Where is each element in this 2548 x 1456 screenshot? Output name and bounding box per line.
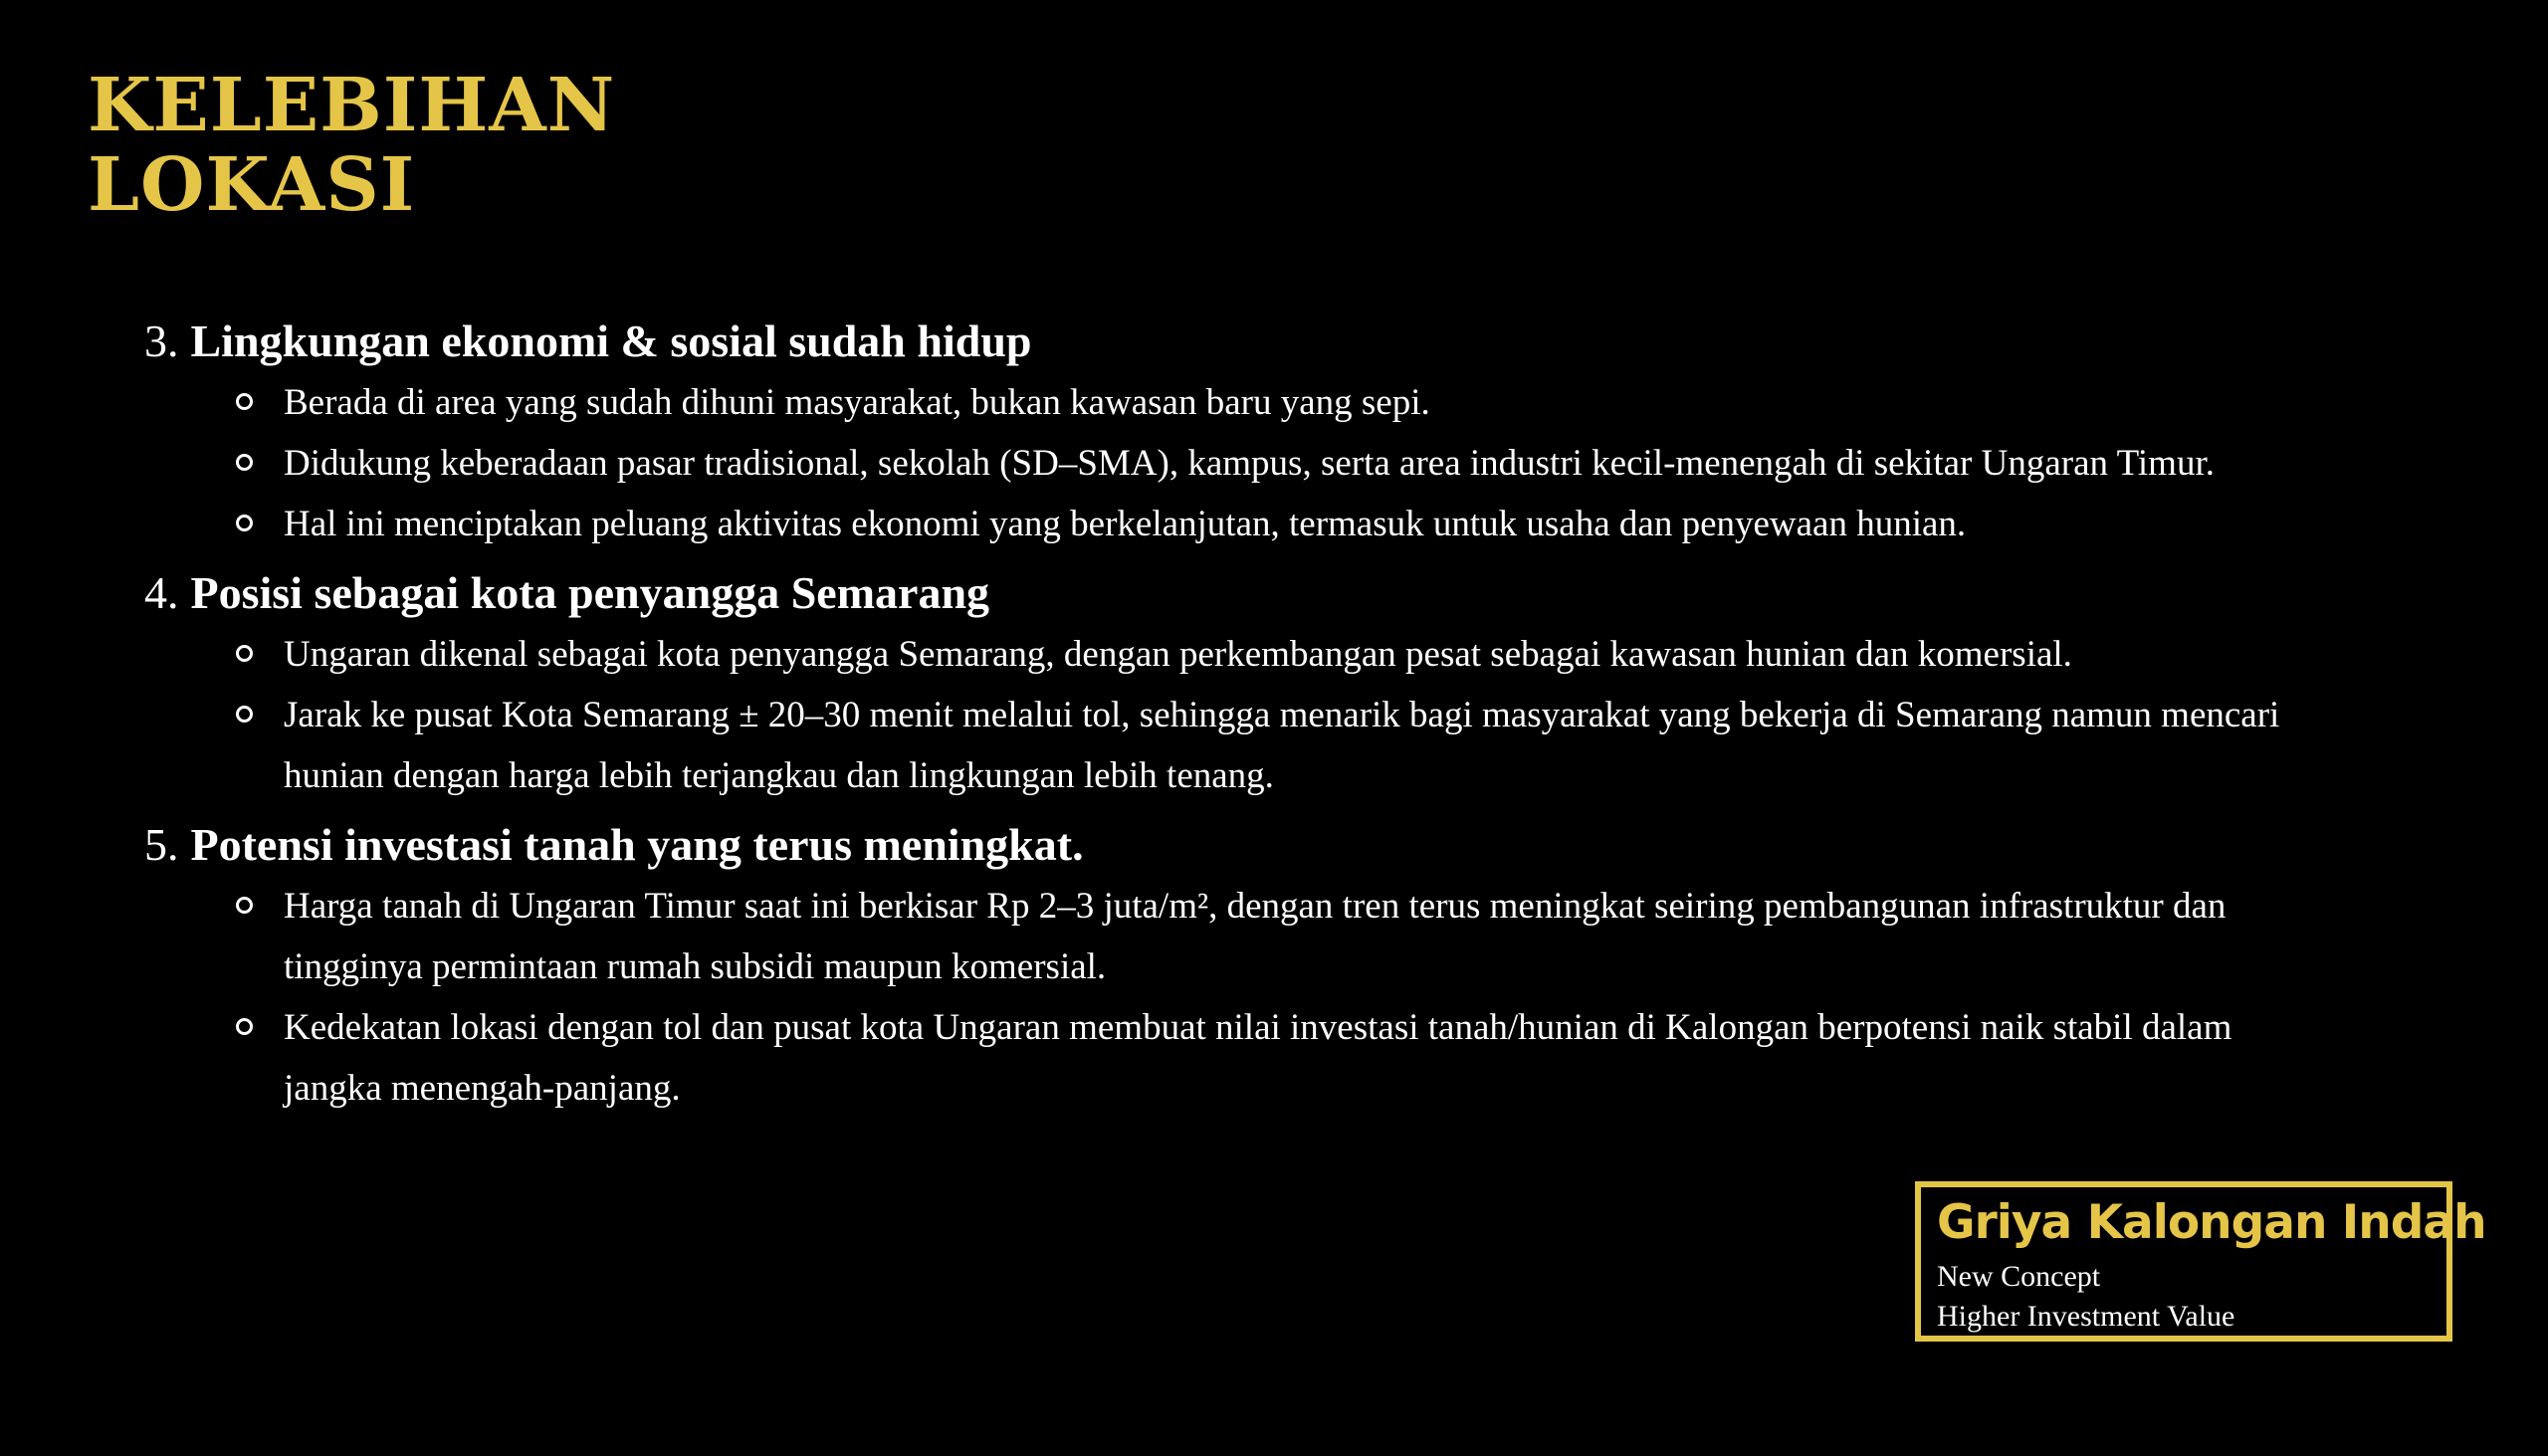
section-number: 4. <box>144 567 179 618</box>
list-item-text: Didukung keberadaan pasar tradisional, sekolah (SD–SMA), kampus, serta area industri kecil-menengah di sekitar Ungaran Timur. <box>284 443 2215 484</box>
hollow-circle-bullet-icon <box>236 454 253 471</box>
hollow-circle-bullet-icon <box>236 897 253 914</box>
list-item-text: Jarak ke pusat Kota Semarang ± 20–30 menit melalui tol, sehingga menarik bagi masyarakat yang bekerja di Semarang namun mencari hunian dengan harga lebih terjangkau dan lingkungan lebih tenang. <box>284 695 2280 796</box>
section-title: Lingkungan ekonomi & sosial sudah hidup <box>190 315 1032 366</box>
section-heading <box>144 814 2284 876</box>
list-item <box>144 876 2284 997</box>
list-item <box>144 685 2284 806</box>
list-item-text: Hal ini menciptakan peluang aktivitas ekonomi yang berkelanjutan, termasuk untuk usaha dan penyewaan hunian. <box>284 504 1967 544</box>
section-title: Potensi investasi tanah yang terus meningkat. <box>190 819 1084 870</box>
brand-name: Griya Kalongan Indah <box>1937 1195 2486 1250</box>
brand-tagline-2: Higher Investment Value <box>1937 1300 2235 1333</box>
hollow-circle-bullet-icon <box>236 706 253 723</box>
list-item-text: Harga tanah di Ungaran Timur saat ini berkisar Rp 2–3 juta/m², dengan tren terus meningkat seiring pembangunan infrastruktur dan tingginya permintaan rumah subsidi maupun komersial. <box>284 886 2227 987</box>
list-item <box>144 372 2284 433</box>
page-title-line-2: LOKASI <box>88 142 416 228</box>
section-number: 3. <box>144 315 179 366</box>
section-economy-social <box>144 311 2284 554</box>
page-title-line-1: KELEBIHAN <box>88 63 616 148</box>
brand-logo-box <box>1915 1181 2486 1342</box>
list-item-text: Ungaran dikenal sebagai kota penyangga Semarang, dengan perkembangan pesat sebagai kawasan hunian dan komersial. <box>284 634 2072 675</box>
list-item <box>144 997 2284 1119</box>
hollow-circle-bullet-icon <box>236 393 253 410</box>
list-item <box>144 433 2284 494</box>
section-heading <box>144 311 2284 372</box>
section-heading <box>144 562 2284 624</box>
list-item-text: Kedekatan lokasi dengan tol dan pusat kota Ungaran membuat nilai investasi tanah/hunian di Kalongan berpotensi naik stabil dalam jangka menengah-panjang. <box>284 1007 2232 1109</box>
section-title: Posisi sebagai kota penyangga Semarang <box>190 567 990 618</box>
section-number: 5. <box>144 819 179 870</box>
brand-tagline-1: New Concept <box>1937 1260 2101 1293</box>
hollow-circle-bullet-icon <box>236 645 253 662</box>
list-item-text: Berada di area yang sudah dihuni masyarakat, bukan kawasan baru yang sepi. <box>284 382 1430 423</box>
hollow-circle-bullet-icon <box>236 1018 253 1035</box>
list-item <box>144 494 2284 554</box>
bullet-list <box>144 372 2284 554</box>
section-buffer-city <box>144 562 2284 806</box>
hollow-circle-bullet-icon <box>236 515 253 531</box>
page-title <box>88 63 616 228</box>
bullet-list <box>144 624 2284 806</box>
bullet-list <box>144 876 2284 1119</box>
section-land-investment <box>144 814 2284 1119</box>
advantages-list <box>144 311 2284 1127</box>
list-item <box>144 624 2284 685</box>
